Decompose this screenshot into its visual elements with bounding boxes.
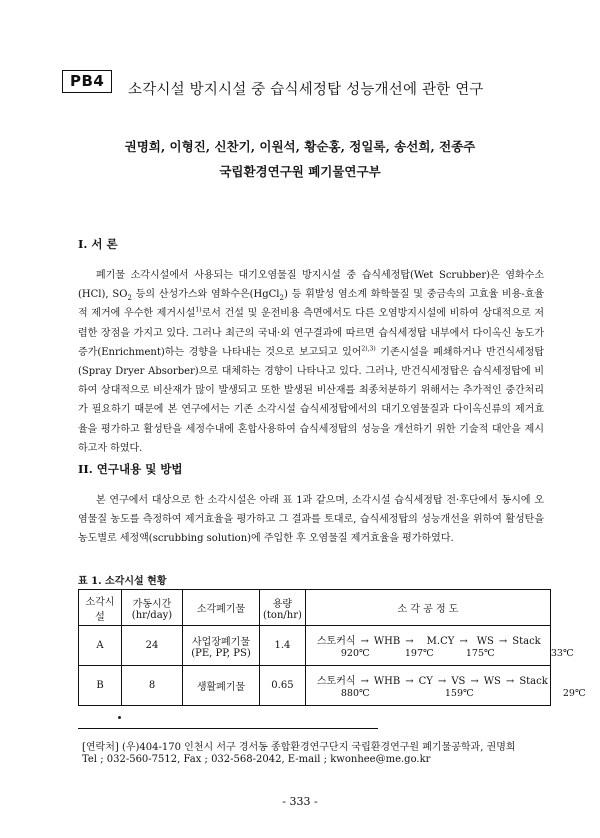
cell-waste: 생활폐기물 — [183, 666, 260, 706]
process-steps: 스토커식 → WHB → M.CY → WS → Stack — [316, 635, 541, 647]
section-heading-methods: II. 연구내용 및 방법 — [78, 462, 183, 476]
contact-phone-email: Tel ; 032-560-7512, Fax ; 032-568-2042, E-mail ; kwonhee@me.go.kr — [82, 754, 431, 765]
cell-hours: 24 — [122, 626, 183, 666]
cell-process-flow — [305, 626, 574, 666]
header-process: 소 각 공 정 도 — [305, 590, 550, 626]
methods-paragraph: 본 연구에서 대상으로 한 소각시설은 아래 표 1과 같으며, 소각시설 습식세정탑 전·후단에서 동시에 오염물질 농도를 측정하여 제거효율을 평가하고 그 결과를 토대로, 습식세정탑의 성능개선을 위하여 활성탄을 농도별로 세정액(scrubbing solution)에 주입한 후 오염물질 제거효율을 평가하였다. — [78, 495, 544, 545]
header-capacity: 용량 (ton/hr) — [260, 590, 306, 626]
cell-location: B — [79, 666, 122, 706]
header-waste: 소각폐기물 — [183, 590, 260, 626]
header-location: 소각시설 — [79, 590, 122, 626]
process-temperatures: 920℃ 197℃ 175℃ 33℃ — [340, 647, 574, 659]
cell-process-flow — [305, 666, 586, 706]
incinerator-table — [78, 589, 586, 706]
cell-capacity: 0.65 — [260, 666, 306, 706]
table-header-row — [79, 590, 551, 626]
section-heading-introduction: I. 서 론 — [78, 237, 118, 251]
session-code-box: PB4 — [62, 70, 112, 93]
affiliation: 국립환경연구원 폐기물연구부 — [219, 164, 381, 179]
table-row — [79, 626, 551, 666]
paper-title: 소각시설 방지시설 중 습식세정탑 성능개선에 관한 연구 — [128, 82, 484, 98]
page-number: - 333 - — [282, 795, 318, 808]
cell-waste: 사업장폐기물 (PE, PP, PS) — [183, 626, 260, 666]
cell-hours: 8 — [122, 666, 183, 706]
table-row — [79, 666, 551, 706]
footnote-divider — [78, 728, 378, 729]
cell-capacity: 1.4 — [260, 626, 306, 666]
cell-location: A — [79, 626, 122, 666]
process-steps: 스토커식 → WHB → CY → VS → WS → Stack — [316, 675, 548, 687]
introduction-paragraph: 폐기물 소각시설에서 사용되는 대기오염물질 방지시설 중 습식세정탑(Wet Scrubber)은 염화수소(HCl), $SO_2$ 등의 산성가스와 염화수은(HgCl$_2$) 등 휘발성 염소계 화학물질 및 중금속의 고효율 비용-효율적 제거에 우수한 제거시설$^{1)}$로서 건설 및 운전비용 측면에서도 다른 오염방지시설에 비하여 상대적으로 저렴한 장점을 가지고 있다. 그러나 최근의 국내·외 연구결과에 따르면 습식세정탑 내부에서 다이옥신 농도가 증가(Enrichment)하는 경향을 나타내는 것으로 보고되고 있어$^{2),3)}$ 기존시설을 폐쇄하거나 반건식세정탑(Spray Dryer Absorber)으로 대체하는 경향이 나타나고 있다. 그러나, 반건식세정탑은 습식세정탑에 비하여 상대적으로 비산재가 많이 발생되고 또한 발생된 비산재를 최종처분하기 위해서는 추가적인 중간처리가 필요하기 때문에 본 연구에서는 기존 소각시설 습식세정탑에서의 대기오염물질과 다이옥신류의 제거효율을 평가하고 활성탄을 세정수내에 혼합사용하여 습식세정탑의 성능을 개선하기 위한 기술적 대안을 제시하고자 하였다. — [78, 270, 545, 454]
author-list: 권명희, 이형진, 신찬기, 이원석, 황순홍, 정일록, 송선희, 전종주 — [124, 139, 476, 154]
header-operating-hours: 가동시간 (hr/day) — [122, 590, 183, 626]
contact-address: [연락처] (우)404-170 인천시 서구 경서동 종합환경연구단지 국립환경연구원 폐기물공학과, 권명희 — [82, 742, 516, 753]
stray-dot — [118, 716, 121, 719]
table-caption: 표 1. 소각시설 현황 — [78, 576, 167, 587]
process-temperatures: 880℃ 159℃ 29℃ — [340, 687, 586, 699]
